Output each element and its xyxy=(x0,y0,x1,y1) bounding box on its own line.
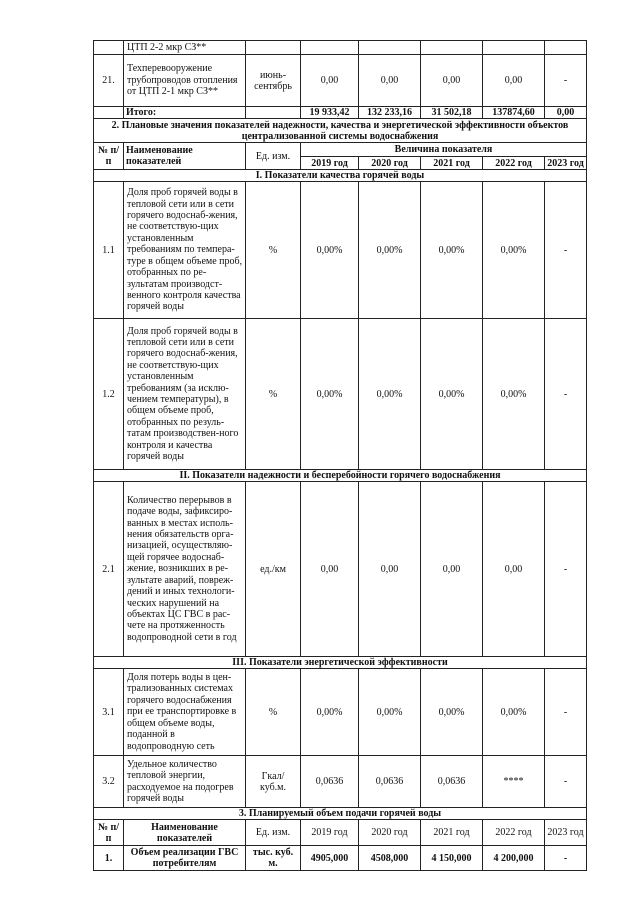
row-number: 1. xyxy=(94,846,124,871)
value-2021: 0,0636 xyxy=(421,756,483,808)
value-2023: - xyxy=(545,319,587,470)
project-description: Техперевооружение трубопроводов отопления от ЦТП 2-1 мкр СЗ** xyxy=(124,55,246,107)
value-2020: 0,00% xyxy=(359,182,421,319)
group-ii-title: II. Показатели надежности и бесперебойности горячего водоснабжения xyxy=(94,470,587,482)
value-2020: 0,00 xyxy=(359,55,421,107)
value-2019: 0,00 xyxy=(301,55,359,107)
table-row xyxy=(94,756,587,808)
header-number: № п/п xyxy=(94,820,124,846)
value-2023: - xyxy=(545,55,587,107)
header-number: № п/п xyxy=(94,143,124,170)
value-2019: 0,00% xyxy=(301,319,359,470)
header-year: 2020 год xyxy=(359,157,421,170)
value-2022: 0,00% xyxy=(483,669,545,756)
header-row xyxy=(94,820,587,846)
section-heading-row xyxy=(94,808,587,820)
header-unit: Ед. изм. xyxy=(246,143,301,170)
group-heading-row xyxy=(94,657,587,669)
unit-cell: % xyxy=(246,182,301,319)
header-year: 2023 год xyxy=(545,157,587,170)
unit-cell: % xyxy=(246,669,301,756)
value-2021: 0,00% xyxy=(421,669,483,756)
header-year: 2021 год xyxy=(421,820,483,846)
value-2021: 0,00% xyxy=(421,319,483,470)
indicator-description: Доля проб горячей воды в тепловой сети или в сети горячего водоснаб-жения, не соответствую-щих установленным требованиям (за исклю-чением температуры), в общем объеме проб, отобранных по резуль-татам производствен-ного контроля и качества горячей воды xyxy=(124,319,246,470)
unit-cell: % xyxy=(246,319,301,470)
value-2019: 0,0636 xyxy=(301,756,359,808)
header-year: 2022 год xyxy=(483,820,545,846)
total-2019: 19 933,42 xyxy=(301,107,359,119)
value-2020: 4508,000 xyxy=(359,846,421,871)
row-number: 3.1 xyxy=(94,669,124,756)
value-2021: 0,00 xyxy=(421,482,483,657)
value-2021: 0,00 xyxy=(421,55,483,107)
unit-cell: Гкал/ куб.м. xyxy=(246,756,301,808)
table-row xyxy=(94,41,587,55)
header-unit: Ед. изм. xyxy=(246,820,301,846)
value-2020: 0,00 xyxy=(359,482,421,657)
unit-cell: тыс. куб. м. xyxy=(246,846,301,871)
header-year: 2019 год xyxy=(301,820,359,846)
group-iii-title: III. Показатели энергетической эффективности xyxy=(94,657,587,669)
period-cell: июнь-сентябрь xyxy=(246,55,301,107)
header-value-group: Величина показателя xyxy=(301,143,587,157)
row-number: 1.2 xyxy=(94,319,124,470)
section-3-title: 3. Планируемый объем подачи горячей воды xyxy=(94,808,587,820)
total-2023: 0,00 xyxy=(545,107,587,119)
row-number: 3.2 xyxy=(94,756,124,808)
row-number: 1.1 xyxy=(94,182,124,319)
indicator-description: Удельное количество тепловой энергии, расходуемое на подогрев горячей воды xyxy=(124,756,246,808)
value-2021: 0,00% xyxy=(421,182,483,319)
value-2022: 4 200,000 xyxy=(483,846,545,871)
value-2019: 0,00% xyxy=(301,182,359,319)
group-i-title: I. Показатели качества горячей воды xyxy=(94,170,587,182)
value-2019: 0,00% xyxy=(301,669,359,756)
table-row xyxy=(94,482,587,657)
value-2020: 0,00% xyxy=(359,669,421,756)
total-label: Итого: xyxy=(124,107,246,119)
total-row xyxy=(94,107,587,119)
indicator-description: Количество перерывов в подаче воды, зафиксиро-ванных в местах исполь-нения обязательств орга-низацией, осуществляю-щей горячее водоснаб-жение, возникших в ре-зультате аварий, повреж-дений и иных технологи-ческих нарушений на объектах ЦС ГВС в рас-чете на протяженность водопроводной сети в год xyxy=(124,482,246,657)
indicator-description: Доля проб горячей воды в тепловой сети или в сети горячего водоснаб-жения, не соответствую-щих установленным требованиям по темпера-туре в общем объеме проб, отобранных по ре-зультатам производст-венного контроля качества горячей воды xyxy=(124,182,246,319)
table-row xyxy=(94,846,587,871)
value-2022: **** xyxy=(483,756,545,808)
value-2023: - xyxy=(545,482,587,657)
value-2022: 0,00 xyxy=(483,55,545,107)
header-year: 2019 год xyxy=(301,157,359,170)
header-row xyxy=(94,143,587,157)
group-heading-row xyxy=(94,170,587,182)
total-2020: 132 233,16 xyxy=(359,107,421,119)
indicator-description: Объем реализации ГВС потребителям xyxy=(124,846,246,871)
header-name: Наименование показателей xyxy=(124,820,246,846)
value-2023: - xyxy=(545,669,587,756)
header-year: 2020 год xyxy=(359,820,421,846)
header-name: Наименование показателей xyxy=(124,143,246,170)
value-2023: - xyxy=(545,846,587,871)
total-2021: 31 502,18 xyxy=(421,107,483,119)
header-year: 2023 год xyxy=(545,820,587,846)
value-2022: 0,00% xyxy=(483,319,545,470)
group-heading-row xyxy=(94,470,587,482)
value-2023: - xyxy=(545,182,587,319)
value-2020: 0,0636 xyxy=(359,756,421,808)
section-2-title: 2. Плановые значения показателей надежности, качества и энергетической эффективности объектов централизованной системы водоснабжения xyxy=(94,119,587,143)
header-year: 2022 год xyxy=(483,157,545,170)
unit-cell: ед./км xyxy=(246,482,301,657)
row-number: 2.1 xyxy=(94,482,124,657)
document-table xyxy=(93,40,587,871)
value-2023: - xyxy=(545,756,587,808)
table-row xyxy=(94,182,587,319)
value-2021: 4 150,000 xyxy=(421,846,483,871)
table-row xyxy=(94,319,587,470)
table-row xyxy=(94,55,587,107)
indicator-description: Доля потерь воды в цен-трализованных системах горячего водоснабжения при ее транспортировке в общем объеме воды, поданной в водопроводную сеть xyxy=(124,669,246,756)
total-2022: 137874,60 xyxy=(483,107,545,119)
value-2022: 0,00 xyxy=(483,482,545,657)
row-number: 21. xyxy=(94,55,124,107)
value-2022: 0,00% xyxy=(483,182,545,319)
value-2019: 4905,000 xyxy=(301,846,359,871)
table-row xyxy=(94,669,587,756)
value-2019: 0,00 xyxy=(301,482,359,657)
section-heading-row xyxy=(94,119,587,143)
project-description: ЦТП 2-2 мкр СЗ** xyxy=(124,41,246,55)
header-year: 2021 год xyxy=(421,157,483,170)
value-2020: 0,00% xyxy=(359,319,421,470)
